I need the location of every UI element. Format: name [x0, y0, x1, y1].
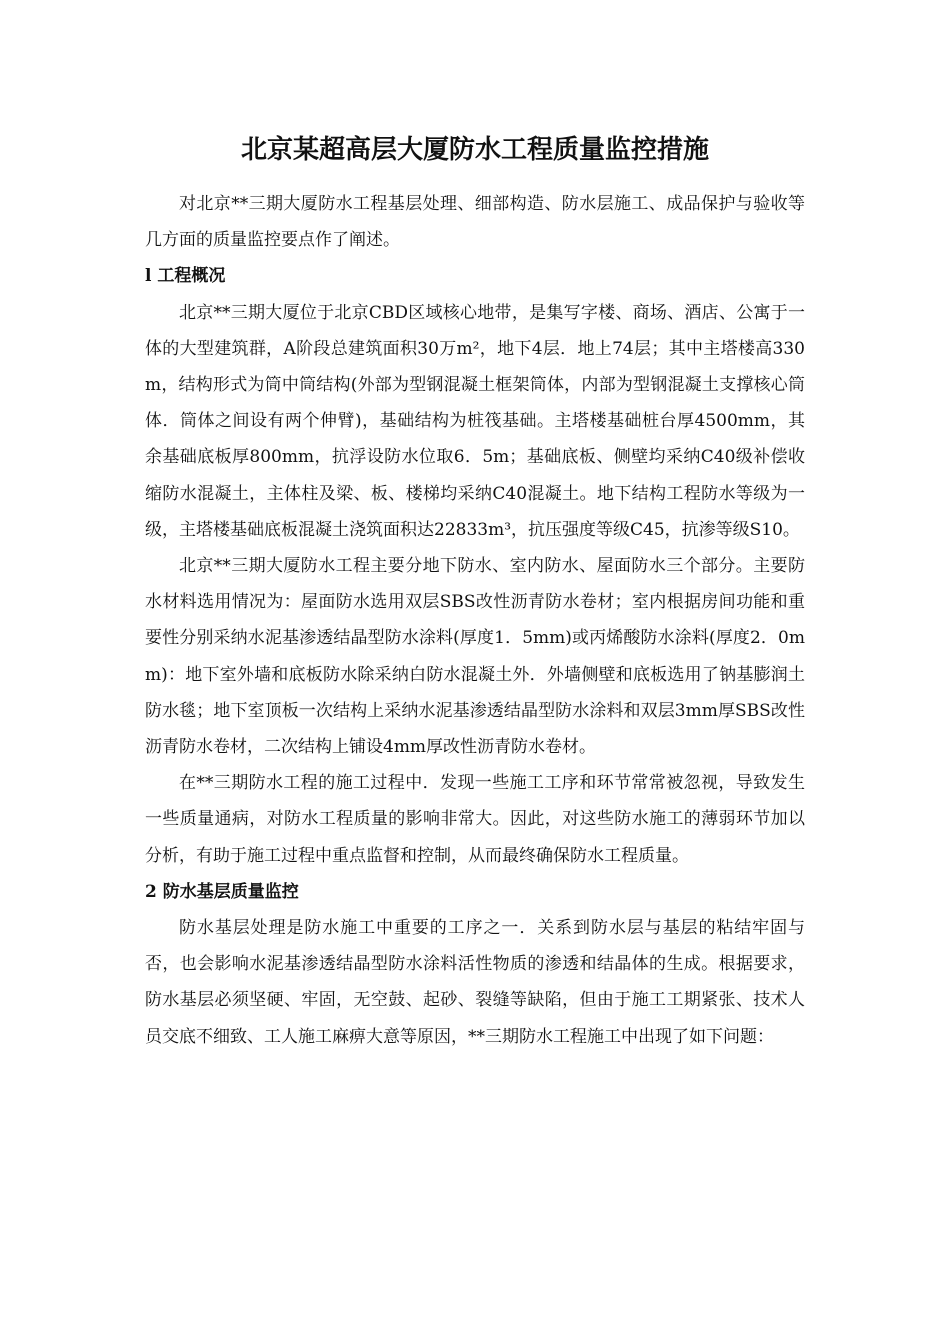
- document-body: [145, 128, 805, 1055]
- section-1-heading: l 工程概况: [145, 266, 226, 287]
- section-2-heading: 2 防水基层质量监控: [145, 881, 299, 902]
- section-1-paragraph-3: 在**三期防水工程的施工过程中．发现一些施工工序和环节常常被忽视，导致发生一些质量通病，对防水工程质量的影响非常大。因此，对这些防水施工的薄弱环节加以分析，有助于施工过程中重点监督和控制，从而最终确保防水工程质量。: [145, 773, 805, 866]
- section-1-paragraph-1: 北京**三期大厦位于北京CBD区域核心地带，是集写字楼、商场、酒店、公寓于一体的大型建筑群，A阶段总建筑面积30万m²，地下4层．地上74层；其中主塔楼高330m，结构形式为筒中筒结构(外部为型钢混凝土框架筒体，内部为型钢混凝土支撑核心筒体．筒体之间设有两个伸臂)，基础结构为桩筏基础。主塔楼基础桩台厚4500mm，其余基础底板厚800mm，抗浮设防水位取6．5m；基础底板、侧壁均采纳C40级补偿收缩防水混凝土，主体柱及梁、板、楼梯均采纳C40混凝土。地下结构工程防水等级为一级，主塔楼基础底板混凝土浇筑面积达22833m³，抗压强度等级C45，抗渗等级S10。: [145, 302, 805, 540]
- section-2-paragraph-1: 防水基层处理是防水施工中重要的工序之一．关系到防水层与基层的粘结牢固与否，也会影响水泥基渗透结晶型防水涂料活性物质的渗透和结晶体的生成。根据要求，防水基层必须坚硬、牢固，无空鼓、起砂、裂缝等缺陷，但由于施工工期紧张、技术人员交底不细致、工人施工麻痹大意等原因，**三期防水工程施工中出现了如下问题：: [145, 918, 805, 1047]
- document-title: 北京某超高层大厦防水工程质量监控措施: [240, 135, 709, 165]
- section-1-paragraph-2: 北京**三期大厦防水工程主要分地下防水、室内防水、屋面防水三个部分。主要防水材料选用情况为：屋面防水选用双层SBS改性沥青防水卷材；室内根据房间功能和重要性分别采纳水泥基渗透结晶型防水涂料(厚度1．5mm)或丙烯酸防水涂料(厚度2．0mm)：地下室外墙和底板防水除采纳白防水混凝土外．外墙侧壁和底板选用了钠基膨润土防水毯；地下室顶板一次结构上采纳水泥基渗透结晶型防水涂料和双层3mm厚SBS改性沥青防水卷材，二次结构上铺设4mm厚改性沥青防水卷材。: [145, 556, 805, 758]
- intro-paragraph: 对北京**三期大厦防水工程基层处理、细部构造、防水层施工、成品保护与验收等几方面的质量监控要点作了阐述。: [145, 194, 805, 251]
